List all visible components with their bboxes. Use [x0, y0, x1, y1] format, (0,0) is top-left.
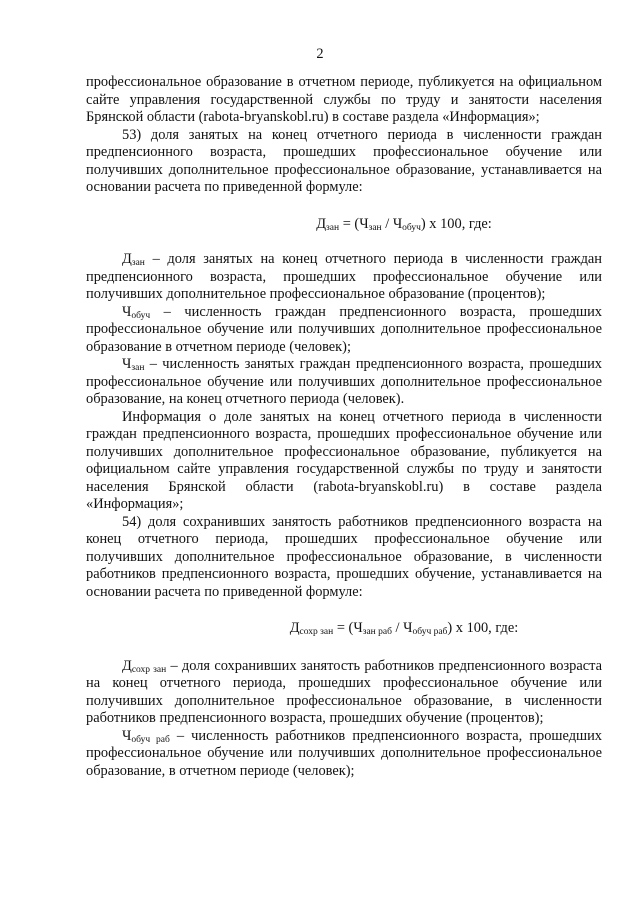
document-body — [86, 74, 602, 780]
formula-share-employed: $Д_{зан} = (Ч_{зан} / Ч_{обуч})$ х 100, где: — [316, 215, 492, 233]
definition-ch-obuch-rab: $Ч_{обуч раб}$ – численность работников предпенсионного возраста, прошедших профессиональное обучение или получивших дополнительное профессиональное образование, в отчетном периоде (человек); — [86, 727, 602, 779]
paragraph-info: Информация о доле занятых на конец отчетного периода в численности граждан предпенсионного возраста, прошедших профессиональное обучение или получивших дополнительное профессиональное образование, публикуется на официальном сайте управления государственной службы по труду и занятости населения Брянской области (rabota-bryanskobl.ru) в составе раздела «Информация»; — [86, 408, 602, 512]
paragraph-item-53: 53) доля занятых на конец отчетного периода в численности граждан предпенсионного возраста, прошедших профессиональное обучение или получивших дополнительное профессиональное образование, устанавливается на основании расчета по приведенной формуле: — [86, 126, 602, 195]
page-number: 2 — [316, 46, 324, 62]
paragraph-item-54: 54) доля сохранивших занятость работников предпенсионного возраста на конец отчетного периода, прошедших профессиональное обучение или получивших дополнительное профессиональное образование, в численности работников предпенсионного возраста, прошедших обучение, устанавливается на основании расчета по приведенной формуле: — [86, 513, 602, 600]
definition-ch-zan: $Ч_{зан}$ – численность занятых граждан предпенсионного возраста, прошедших профессиональное обучение или получивших дополнительное профессиональное образование, на конец отчетного периода (человек). — [86, 356, 602, 407]
definition-d-zan: $Д_{зан}$ – доля занятых на конец отчетного периода в численности граждан предпенсионного возраста, прошедших профессиональное обучение или получивших дополнительное профессиональное образование (процентов); — [86, 251, 602, 302]
definition-d-sokhr-zan: $Д_{сохр зан}$ – доля сохранивших занятость работников предпенсионного возраста на конец отчетного периода, прошедших профессиональное обучение или получивших дополнительное профессиональное образование, в численности работников предпенсионного возраста, прошедших обучение (процентов); — [86, 657, 602, 726]
definition-ch-obuch: $Ч_{обуч}$ – численность граждан предпенсионного возраста, прошедших профессиональное обучение или получивших дополнительное профессиональное образование в отчетном периоде (человек); — [86, 303, 602, 355]
formula-share-retained: $Д_{сохр зан} = (Ч_{зан раб} / Ч_{обуч раб})$ х 100, где: — [289, 620, 519, 637]
paragraph-continuation: профессиональное образование в отчетном периоде, публикуется на официальном сайте управления государственной службы по труду и занятости населения Брянской области (rabota-bryanskobl.ru) в составе раздела «Информация»; — [86, 74, 602, 125]
